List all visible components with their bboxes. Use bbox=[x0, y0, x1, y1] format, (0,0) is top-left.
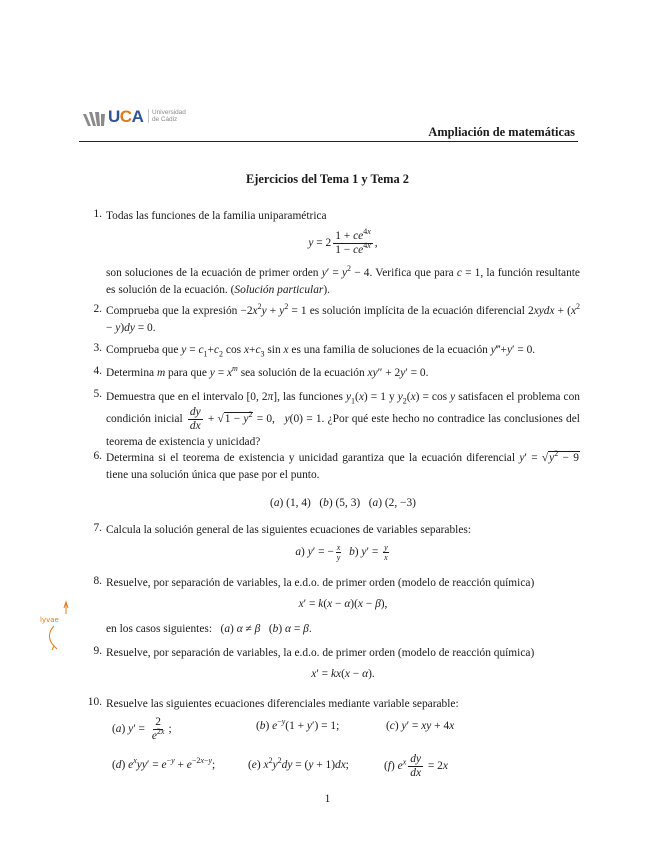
logo-subtitle-2: de Cádiz bbox=[152, 116, 178, 124]
logo-subtitle-1: Universidad bbox=[152, 109, 186, 116]
exercise-1-formula: y = 2 $\frac{1 + ce^{4x}}{1 - ce^{4x}}$ , bbox=[308, 227, 378, 256]
handwritten-note-text: lyvae bbox=[40, 616, 59, 624]
header-rule bbox=[79, 141, 578, 142]
exercise-9-formula: x′ = kx(x − α). bbox=[311, 668, 375, 680]
exercise-7-text: Calcula la solución general de las siguientes ecuaciones de variables separables: bbox=[106, 524, 471, 536]
document-title: Ejercicios del Tema 1 y Tema 2 bbox=[246, 172, 409, 186]
exercise-10-b: (b) $e^{-y}(1 + y') = 1$; bbox=[256, 717, 340, 732]
exercise-8-formula: x′ = k(x − α)(x − β), bbox=[298, 598, 388, 610]
exercise-10-e: (e) $x^2y^2dy = (y + 1)dx$; bbox=[248, 756, 349, 771]
exercise-10-d: (d) $e^xyy' = e^{-y} + e^{-2x-y}$; bbox=[112, 756, 216, 771]
exercise-4-text: Determina m para que $y = x^m$ sea solución de la ecuación xy″ + 2y′ = 0. bbox=[106, 364, 429, 379]
uca-logo bbox=[82, 106, 202, 128]
exercise-10-f: (f) $e^x$ $\frac{dy}{dx}$ = 2x bbox=[384, 753, 448, 779]
exercise-2-text: Comprueba que la expresión $-2x^2y + y^2 = 1$ es solución implícita de la ecuación diferencial 2xydx + $(x^2 - y)dy = 0$. bbox=[106, 302, 581, 334]
exercise-5-number: 5. bbox=[93, 388, 102, 400]
handwritten-note bbox=[36, 600, 76, 660]
exercise-1-number: 1. bbox=[93, 208, 102, 220]
exercise-3-text: Comprueba que $y = c_1+c_2$ $\cos x+c_3$ sin x es una familia de soluciones de la ecuación y‴+y′ = 0. bbox=[106, 344, 536, 359]
exercise-9-text: Resuelve, por separación de variables, la e.d.o. de primer orden (modelo de reacción química) bbox=[106, 647, 535, 659]
exercise-3-number: 3. bbox=[93, 342, 102, 354]
course-title: Ampliación de matemáticas bbox=[428, 125, 575, 139]
exercise-7-number: 7. bbox=[93, 522, 102, 534]
page-number: 1 bbox=[324, 793, 331, 805]
exercise-8-text: Resuelve, por separación de variables, la e.d.o. de primer orden (modelo de reacción química) bbox=[106, 577, 535, 589]
exercise-10-c: (c) y′ = xy + 4x bbox=[386, 720, 455, 732]
exercise-4-number: 4. bbox=[93, 365, 102, 377]
exercise-8-number: 8. bbox=[93, 575, 102, 587]
exercise-6-number: 6. bbox=[93, 450, 102, 462]
logo-uca-text: UCA bbox=[108, 107, 144, 126]
exercise-5-text: Demuestra que en el intervalo [0, 2π], las funciones $y_1(x) = 1$ y $y_2(x) = \cos y$ satisfacen el problema con condición inicial $\frac{dy}{dx}$ + $√1 - y^2 = 0$, y(0) = 1. ¿Por qué este hecho no contradice las conclusiones del teorema de existencia y unicidad? bbox=[106, 391, 580, 448]
exercise-6-points: (a) (1, 4) (b) (5, 3) (a) (2, −3) bbox=[270, 497, 416, 509]
exercise-7-formulas: a) y′ = − $\frac{x}{y}$ b) y′ = $\frac{y}{x}$ bbox=[295, 543, 388, 562]
uca-emblem-icon bbox=[82, 108, 106, 128]
exercise-6-text: Determina si el teorema de existencia y unicidad garantiza que la ecuación diferencial $y' = √y^2 - 9$ tiene una solución única que pase por el punto. bbox=[106, 449, 579, 481]
logo-university-text bbox=[148, 109, 186, 123]
exercise-10-a: (a) y′ = $\frac{2}{e^{2x}}$ ; bbox=[112, 716, 172, 742]
exercise-9-number: 9. bbox=[93, 645, 102, 657]
exercise-2-number: 2. bbox=[93, 303, 102, 315]
exercise-10-text: Resuelve las siguientes ecuaciones diferenciales mediante variable separable: bbox=[106, 698, 459, 710]
exercise-10-number: 10. bbox=[87, 696, 102, 708]
exercise-8-cases: en los casos siguientes: (a) α ≠ β (b) α = β. bbox=[106, 623, 312, 635]
exercise-1-text: Todas las funciones de la familia uniparamétrica bbox=[106, 210, 327, 222]
exercise-1-continuation: son soluciones de la ecuación de primer orden $y' = y^2 - 4$. Verifica que para c = 1, la función resultante es solución de la ecuación. (Solución particular). bbox=[106, 264, 580, 296]
